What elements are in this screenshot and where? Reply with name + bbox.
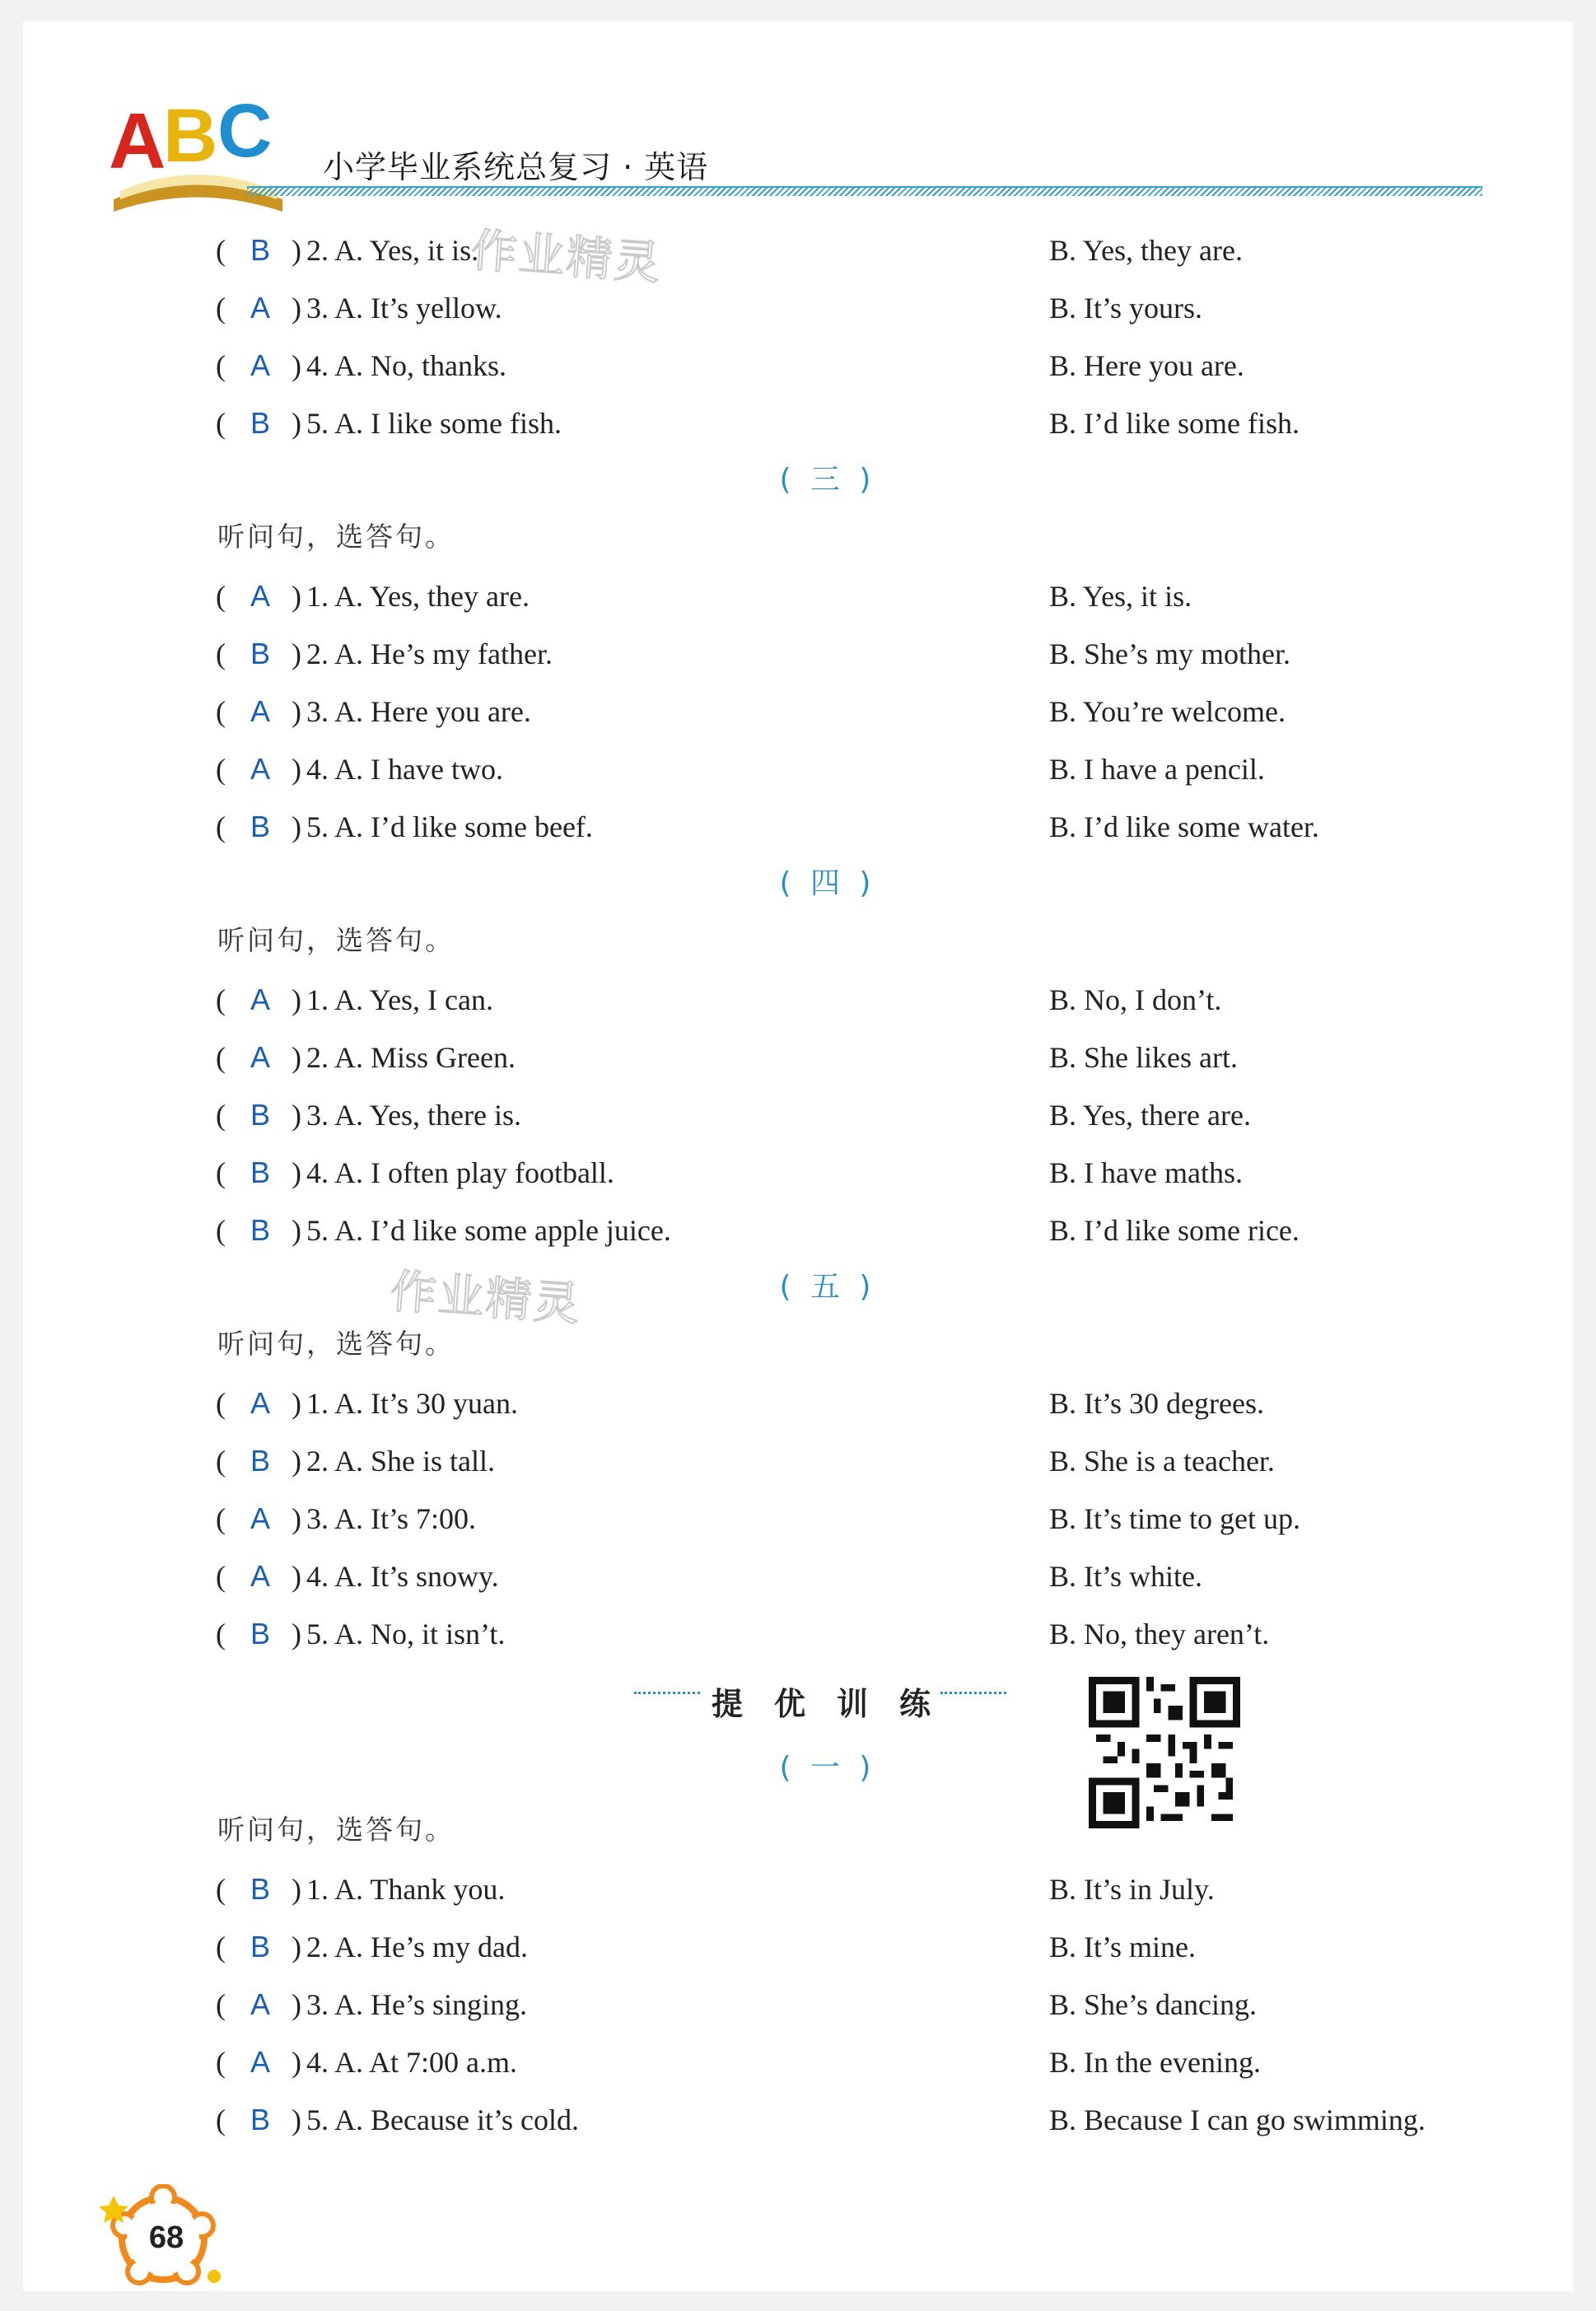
answer-letter: B	[250, 406, 270, 440]
book-title: 小学毕业系统总复习 · 英语	[323, 149, 709, 185]
option-a: 3. A. Yes, there is.	[306, 1099, 522, 1132]
option-b: B. I have a pencil.	[1049, 753, 1265, 786]
answer-letter: B	[250, 810, 270, 843]
question-row: ( A ) 2. A. Miss Green. B. She likes art.	[216, 1033, 1484, 1082]
option-a: 2. A. He’s my dad.	[306, 1931, 528, 1963]
option-b: B. You’re welcome.	[1049, 695, 1286, 728]
page-number-badge	[97, 2184, 229, 2291]
instruction: 听问句，选答句。	[217, 924, 455, 956]
instruction: 听问句，选答句。	[217, 1328, 455, 1360]
section-heading-4: ( 四 )	[779, 866, 876, 900]
question-row: ( A ) 3. A. It’s 7:00. B. It’s time to get up.	[216, 1494, 1484, 1543]
svg-text:B: B	[163, 94, 218, 178]
question-row: ( B ) 5. A. I’d like some apple juice. B. I’d like some rice.	[216, 1206, 1484, 1255]
question-row: ( A ) 4. A. It’s snowy. B. It’s white.	[216, 1552, 1484, 1601]
option-b: B. I’d like some fish.	[1049, 407, 1300, 440]
svg-text:A: A	[109, 97, 166, 185]
option-b: B. It’s white.	[1049, 1560, 1202, 1593]
answer-letter: B	[250, 637, 270, 670]
question-row: ( B ) 2. A. She is tall. B. She is a teacher.	[216, 1436, 1484, 1486]
answer-letter: A	[250, 579, 270, 613]
question-row: ( B ) 1. A. Thank you. B. It’s in July.	[216, 1865, 1484, 1914]
option-a: 4. A. It’s snowy.	[306, 1560, 499, 1593]
section-heading-1: ( 一 )	[779, 1751, 876, 1785]
question-row: ( B ) 5. A. No, it isn’t. B. No, they aren’t.	[216, 1609, 1484, 1659]
option-a: 3. A. It’s 7:00.	[306, 1502, 477, 1535]
option-b: B. I’d like some water.	[1049, 810, 1319, 843]
question-row: ( B ) 4. A. I often play football. B. I have maths.	[216, 1148, 1484, 1198]
answer-letter: B	[250, 1872, 270, 1906]
option-a: 5. A. No, it isn’t.	[306, 1618, 506, 1650]
option-a: 1. A. Yes, they are.	[306, 580, 530, 613]
answer-letter: A	[250, 983, 270, 1016]
answer-letter: A	[250, 1040, 270, 1074]
question-row: ( A ) 3. A. He’s singing. B. She’s dancing.	[216, 1980, 1484, 2029]
answer-letter: B	[250, 1098, 270, 1132]
question-row: ( B ) 2. A. He’s my dad. B. It’s mine.	[216, 1922, 1484, 1972]
option-a: 5. A. I’d like some apple juice.	[306, 1214, 671, 1247]
question-row: ( B ) 2. A. He’s my father. B. She’s my mother.	[216, 629, 1484, 679]
option-a: 4. A. No, thanks.	[306, 349, 506, 382]
answer-letter: A	[250, 348, 270, 382]
instruction: 听问句，选答句。	[217, 1814, 455, 1846]
option-a: 3. A. He’s singing.	[306, 1988, 528, 2021]
banner-char: 优	[766, 1675, 814, 1733]
section-heading-3: ( 三 )	[779, 463, 876, 497]
option-b: B. Here you are.	[1049, 349, 1244, 382]
option-a: 5. A. I’d like some beef.	[306, 810, 593, 843]
option-b: B. It’s mine.	[1049, 1931, 1196, 1963]
answer-letter: A	[250, 1386, 270, 1420]
answer-letter: B	[250, 1930, 270, 1963]
answer-letter: A	[250, 2045, 270, 2079]
section-heading-5: ( 五 )	[779, 1270, 876, 1304]
option-b: B. It’s in July.	[1049, 1873, 1215, 1906]
answer-letter: B	[250, 1444, 270, 1478]
option-a: 1. A. Thank you.	[306, 1873, 506, 1906]
dotted-rule	[634, 1692, 700, 1694]
option-b: B. Yes, it is.	[1049, 580, 1192, 613]
dotted-rule	[940, 1692, 1006, 1694]
svg-text:C: C	[217, 89, 273, 173]
option-b: B. Yes, there are.	[1049, 1099, 1251, 1132]
option-b: B. She likes art.	[1049, 1041, 1238, 1074]
answer-letter: A	[250, 1559, 270, 1593]
question-row: ( A ) 3. A. It’s yellow. B. It’s yours.	[216, 283, 1484, 333]
question-row: ( B ) 5. A. Because it’s cold. B. Because I can go swimming.	[216, 2095, 1484, 2145]
answer-letter: B	[250, 233, 270, 267]
option-b: B. She is a teacher.	[1049, 1445, 1275, 1478]
option-a: 2. A. Miss Green.	[306, 1041, 516, 1074]
question-row: ( B ) 5. A. I’d like some beef. B. I’d like some water.	[216, 802, 1484, 852]
answer-letter: A	[250, 1987, 270, 2021]
answer-letter: A	[250, 291, 270, 324]
option-b: B. I have maths.	[1049, 1156, 1243, 1189]
option-b: B. I’d like some rice.	[1049, 1214, 1300, 1247]
question-row: ( A ) 1. A. Yes, I can. B. No, I don’t.	[216, 975, 1484, 1025]
question-row: ( A ) 4. A. I have two. B. I have a pencil.	[216, 745, 1484, 794]
answer-letter: B	[250, 2103, 270, 2136]
option-b: B. Because I can go swimming.	[1049, 2103, 1426, 2136]
tiyou-banner	[634, 1680, 1005, 1730]
header-divider	[247, 186, 1482, 196]
question-row: ( B ) 2. A. Yes, it is. B. Yes, they are.	[216, 226, 1484, 275]
option-b: B. No, I don’t.	[1049, 983, 1222, 1016]
option-a: 4. A. I have two.	[306, 753, 503, 786]
option-a: 5. A. Because it’s cold.	[306, 2103, 579, 2136]
banner-char: 训	[828, 1675, 876, 1733]
instruction: 听问句，选答句。	[217, 521, 455, 553]
qr-code-icon[interactable]	[1089, 1677, 1240, 1828]
option-a: 2. A. He’s my father.	[306, 637, 553, 670]
page-number: 68	[148, 2220, 184, 2255]
option-b: B. It’s time to get up.	[1049, 1502, 1300, 1535]
question-row: ( A ) 4. A. At 7:00 a.m. B. In the evening.	[216, 2038, 1484, 2087]
option-b: B. It’s yours.	[1049, 292, 1203, 324]
option-a: 5. A. I like some fish.	[306, 407, 562, 440]
question-row: ( B ) 3. A. Yes, there is. B. Yes, there are.	[216, 1090, 1484, 1140]
option-b: B. In the evening.	[1049, 2046, 1261, 2079]
question-row: ( A ) 3. A. Here you are. B. You’re welcome.	[216, 687, 1484, 736]
answer-letter: B	[250, 1617, 270, 1650]
banner-char: 练	[891, 1675, 939, 1733]
answer-letter: A	[250, 694, 270, 728]
question-row: ( B ) 5. A. I like some fish. B. I’d like some fish.	[216, 399, 1484, 448]
option-b: B. She’s my mother.	[1049, 637, 1291, 670]
option-a: 3. A. Here you are.	[306, 695, 531, 728]
option-b: B. Yes, they are.	[1049, 234, 1243, 267]
option-b: B. No, they aren’t.	[1049, 1618, 1270, 1650]
question-row: ( A ) 4. A. No, thanks. B. Here you are.	[216, 341, 1484, 390]
option-a: 3. A. It’s yellow.	[306, 292, 502, 324]
option-a: 4. A. I often play football.	[306, 1156, 614, 1189]
answer-letter: B	[250, 1213, 270, 1247]
option-a: 2. A. She is tall.	[306, 1445, 496, 1478]
question-row: ( A ) 1. A. It’s 30 yuan. B. It’s 30 degrees.	[216, 1379, 1484, 1428]
banner-char: 提	[703, 1675, 751, 1733]
option-a: 2. A. Yes, it is.	[306, 234, 479, 267]
question-row: ( A ) 1. A. Yes, they are. B. Yes, it is.	[216, 572, 1484, 621]
answer-letter: A	[250, 1501, 270, 1535]
option-a: 1. A. Yes, I can.	[306, 983, 494, 1016]
option-b: B. It’s 30 degrees.	[1049, 1387, 1264, 1420]
answer-letter: A	[250, 752, 270, 786]
option-b: B. She’s dancing.	[1049, 1988, 1257, 2021]
option-a: 1. A. It’s 30 yuan.	[306, 1387, 518, 1420]
answer-letter: B	[250, 1156, 270, 1189]
option-a: 4. A. At 7:00 a.m.	[306, 2046, 518, 2079]
